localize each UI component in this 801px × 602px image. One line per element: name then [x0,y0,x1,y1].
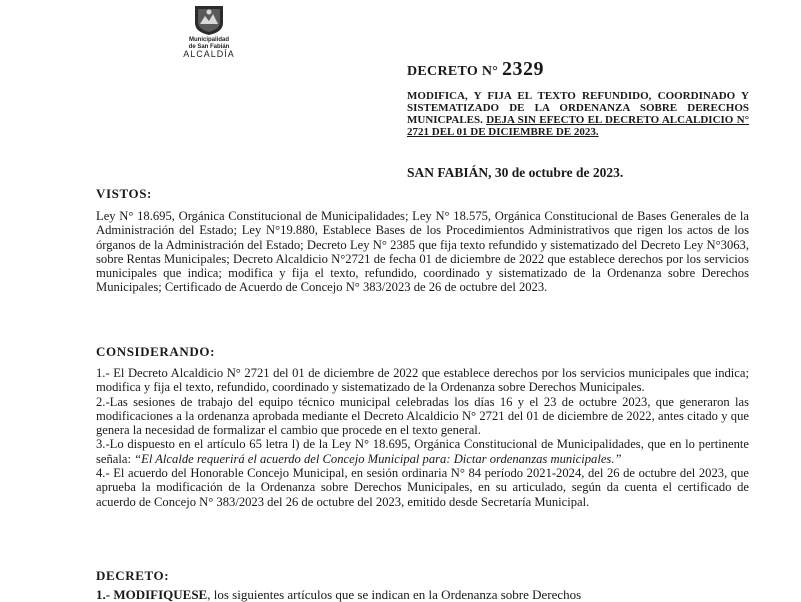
logo-municipality-line2: de San Fabián [188,44,230,50]
decreto-item-1-text: , los siguientes artículos que se indican en la Ordenanza sobre Derechos [207,587,582,602]
considerando-item-3-quote: “El Alcalde requerirá el acuerdo del Concejo Municipal para: Dictar ordenanzas municipales.” [134,451,622,466]
vistos-text [96,209,749,295]
logo-alcaldia-label: ALCALDÍA [183,49,235,59]
considerando-item-3 [96,437,749,466]
considerando-heading: CONSIDERANDO: [96,344,216,359]
crest-icon [192,4,226,36]
considerando-item-3-intro: 3.-Lo dispuesto en el artículo 65 letra l) de la Ley N° 18.695, Orgánica Constitucional de Municipalidades, que en lo pertinente señala: [96,437,749,466]
decree-label: DECRETO N° [407,64,499,79]
considerando-text [96,366,749,509]
considerando-item-4: 4.- El acuerdo del Honorable Concejo Municipal, en sesión ordinaria N° 84 período 2021-2024, del 26 de octubre del 2023, que aprueba la modificación de la Ordenanza sobre Derechos Municipales, en su articulado, según da cuenta el certificado de acuerdo de Concejo N° 383/2023 del 26 de octubre del 2023, emitido desde Secretaría Municipal. [96,466,749,509]
vistos-heading: VISTOS: [96,186,152,201]
decree-title [407,58,544,81]
decree-summary [407,90,749,138]
municipal-logo [178,4,240,59]
considerando-item-1: 1.- El Decreto Alcaldicio N° 2721 del 01 de diciembre de 2022 que establece derechos por los servicios municipales que indica; modifica y fija el texto, refundido, coordinado y sistematizado de la Ordenanza sobre Derechos Municipales. [96,366,749,395]
decree-number: 2329 [502,58,545,80]
decreto-heading: DECRETO: [96,568,170,583]
vistos-paragraph: Ley N° 18.695, Orgánica Constitucional de Municipalidades; Ley N° 18.575, Orgánica Constitucional de Bases Generales de la Administración del Estado; Ley N°19.880, Establece Bases de los Procedimientos Administrativos que rigen los actos de los órganos de la Administración del Estado; Decreto Ley N° 2385 que fija texto refundido y sistematizado del Decreto Ley N°3063, sobre Rentas Municipales; Decreto Alcaldicio N°2721 de fecha 01 de diciembre de 2022 que establece derechos por los servicios municipales que indica; modifica y fija el texto, refundido, coordinado y sistematizado de la Ordenanza sobre Derechos Municipales; Certificado de Acuerdo de Concejo N° 383/2023 de 26 de octubre del 2023. [96,209,749,295]
summary-main: MODIFICA, Y FIJA EL TEXTO REFUNDIDO, COORDINADO Y SISTEMATIZADO DE LA ORDENANZA SOBRE DERECHOS MUNICPALES. [407,90,749,126]
considerando-item-2: 2.-Las sesiones de trabajo del equipo técnico municipal celebradas los días 16 y el 23 de octubre 2023, que generaron las modificaciones a la ordenanza aprobada mediante el Decreto Alcaldicio N° 2721 del 01 de diciembre de 2022, antes citado y que genera la necesidad de formalizar el cambio que procede en el texto general. [96,394,749,438]
decreto-item-1 [96,588,749,602]
logo-municipality-line1: Municipalidad [188,37,229,43]
place-date: SAN FABIÁN, 30 de octubre de 2023. [407,165,624,180]
decreto-item-1-verb: 1.- MODIFIQUESE [96,587,208,602]
summary-underlined: DEJA SIN EFECTO EL DECRETO ALCALDICIO N° 2721 DEL 01 DE DICIEMBRE DE 2023. [407,114,750,138]
